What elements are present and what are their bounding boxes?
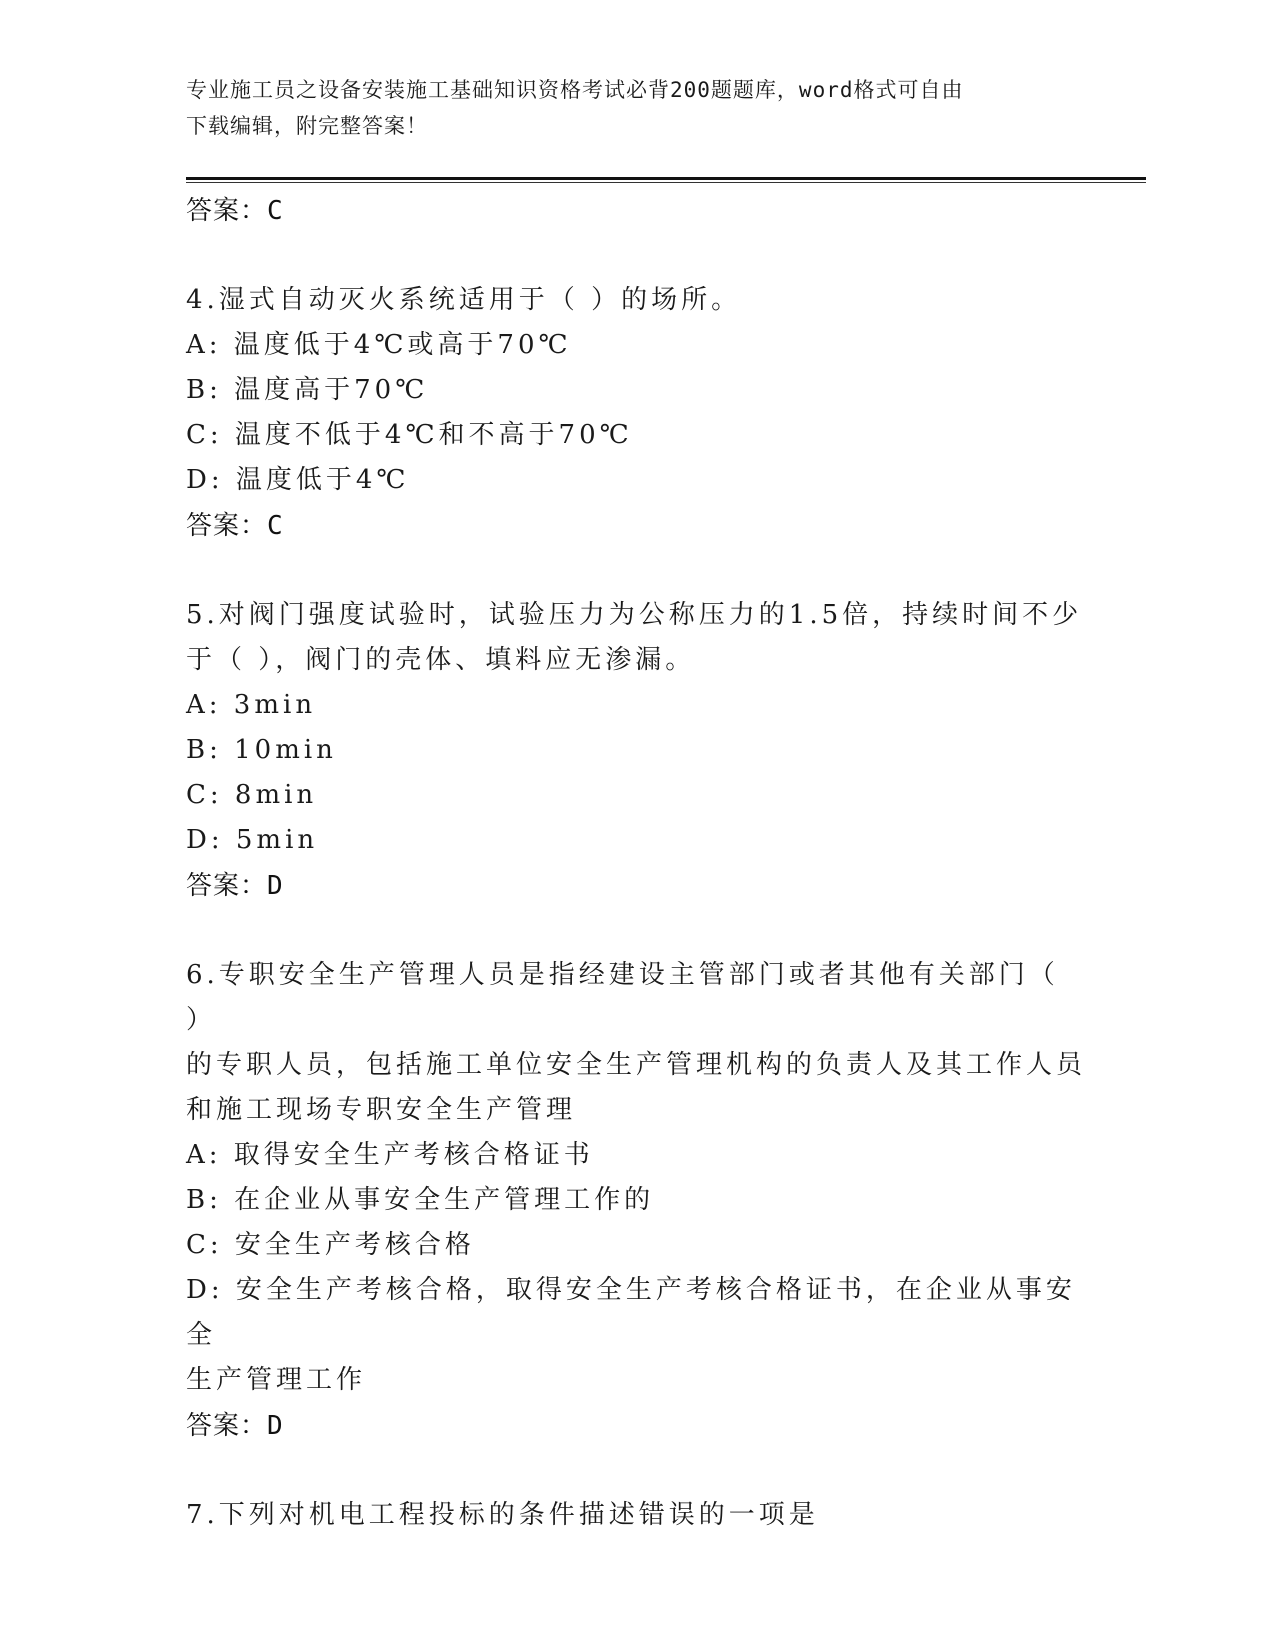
answer-value: D bbox=[267, 871, 284, 901]
option-b: B: 温度高于70℃ bbox=[186, 375, 429, 405]
question-block bbox=[186, 1493, 1086, 1538]
answer-label: 答案： bbox=[186, 871, 268, 901]
option-b: B: 在企业从事安全生产管理工作的 bbox=[186, 1185, 655, 1215]
question-text: 7.下列对机电工程投标的条件描述错误的一项是 bbox=[186, 1500, 819, 1530]
spacer bbox=[186, 234, 1086, 278]
option-c: C: 安全生产考核合格 bbox=[186, 1230, 475, 1260]
option-b: B: 10min bbox=[186, 735, 337, 765]
header-line-1: 专业施工员之设备安装施工基础知识资格考试必背200题题库，word格式可自由 bbox=[186, 78, 964, 102]
document-header bbox=[186, 72, 1086, 144]
spacer bbox=[186, 1449, 1086, 1493]
answer-label: 答案： bbox=[186, 196, 268, 226]
question-list bbox=[186, 188, 1086, 1538]
question-block bbox=[186, 278, 1086, 549]
question-text: 和施工现场专职安全生产管理 bbox=[186, 1095, 577, 1125]
option-a: A: 3min bbox=[186, 690, 317, 720]
question-text: 6.专职安全生产管理人员是指经建设主管部门或者其他有关部门（ ） bbox=[186, 960, 1072, 1035]
question-block bbox=[186, 953, 1086, 1449]
question-text: 4.湿式自动灭火系统适用于（ ）的场所。 bbox=[186, 285, 742, 315]
spacer bbox=[186, 909, 1086, 953]
answer-line bbox=[186, 863, 1086, 909]
option-d: D: 温度低于4℃ bbox=[186, 465, 410, 495]
answer-value: C bbox=[267, 196, 284, 226]
answer-line bbox=[186, 188, 1086, 234]
answer-line bbox=[186, 503, 1086, 549]
answer-line bbox=[186, 1403, 1086, 1449]
option-c: C: 温度不低于4℃和不高于70℃ bbox=[186, 420, 633, 450]
question-text: 于（ ），阀门的壳体、填料应无渗漏。 bbox=[186, 645, 696, 675]
header-divider-thick bbox=[186, 177, 1146, 180]
option-d-continued: 生产管理工作 bbox=[186, 1365, 367, 1395]
header-divider-thin bbox=[186, 182, 1146, 183]
option-c: C: 8min bbox=[186, 780, 318, 810]
question-text: 的专职人员，包括施工单位安全生产管理机构的负责人及其工作人员 bbox=[186, 1050, 1087, 1080]
question-block bbox=[186, 593, 1086, 909]
answer-label: 答案： bbox=[186, 511, 268, 541]
answer-value: D bbox=[267, 1411, 284, 1441]
question-text: 5.对阀门强度试验时，试验压力为公称压力的1.5倍，持续时间不少 bbox=[186, 600, 1083, 630]
option-d: D: 5min bbox=[186, 825, 319, 855]
option-a: A: 取得安全生产考核合格证书 bbox=[186, 1140, 594, 1170]
header-line-2: 下载编辑，附完整答案！ bbox=[186, 114, 428, 138]
option-d: D: 安全生产考核合格，取得安全生产考核合格证书，在企业从事安全 bbox=[186, 1275, 1076, 1350]
answer-value: C bbox=[267, 511, 284, 541]
option-a: A: 温度低于4℃或高于70℃ bbox=[186, 330, 572, 360]
spacer bbox=[186, 549, 1086, 593]
answer-label: 答案： bbox=[186, 1411, 268, 1441]
